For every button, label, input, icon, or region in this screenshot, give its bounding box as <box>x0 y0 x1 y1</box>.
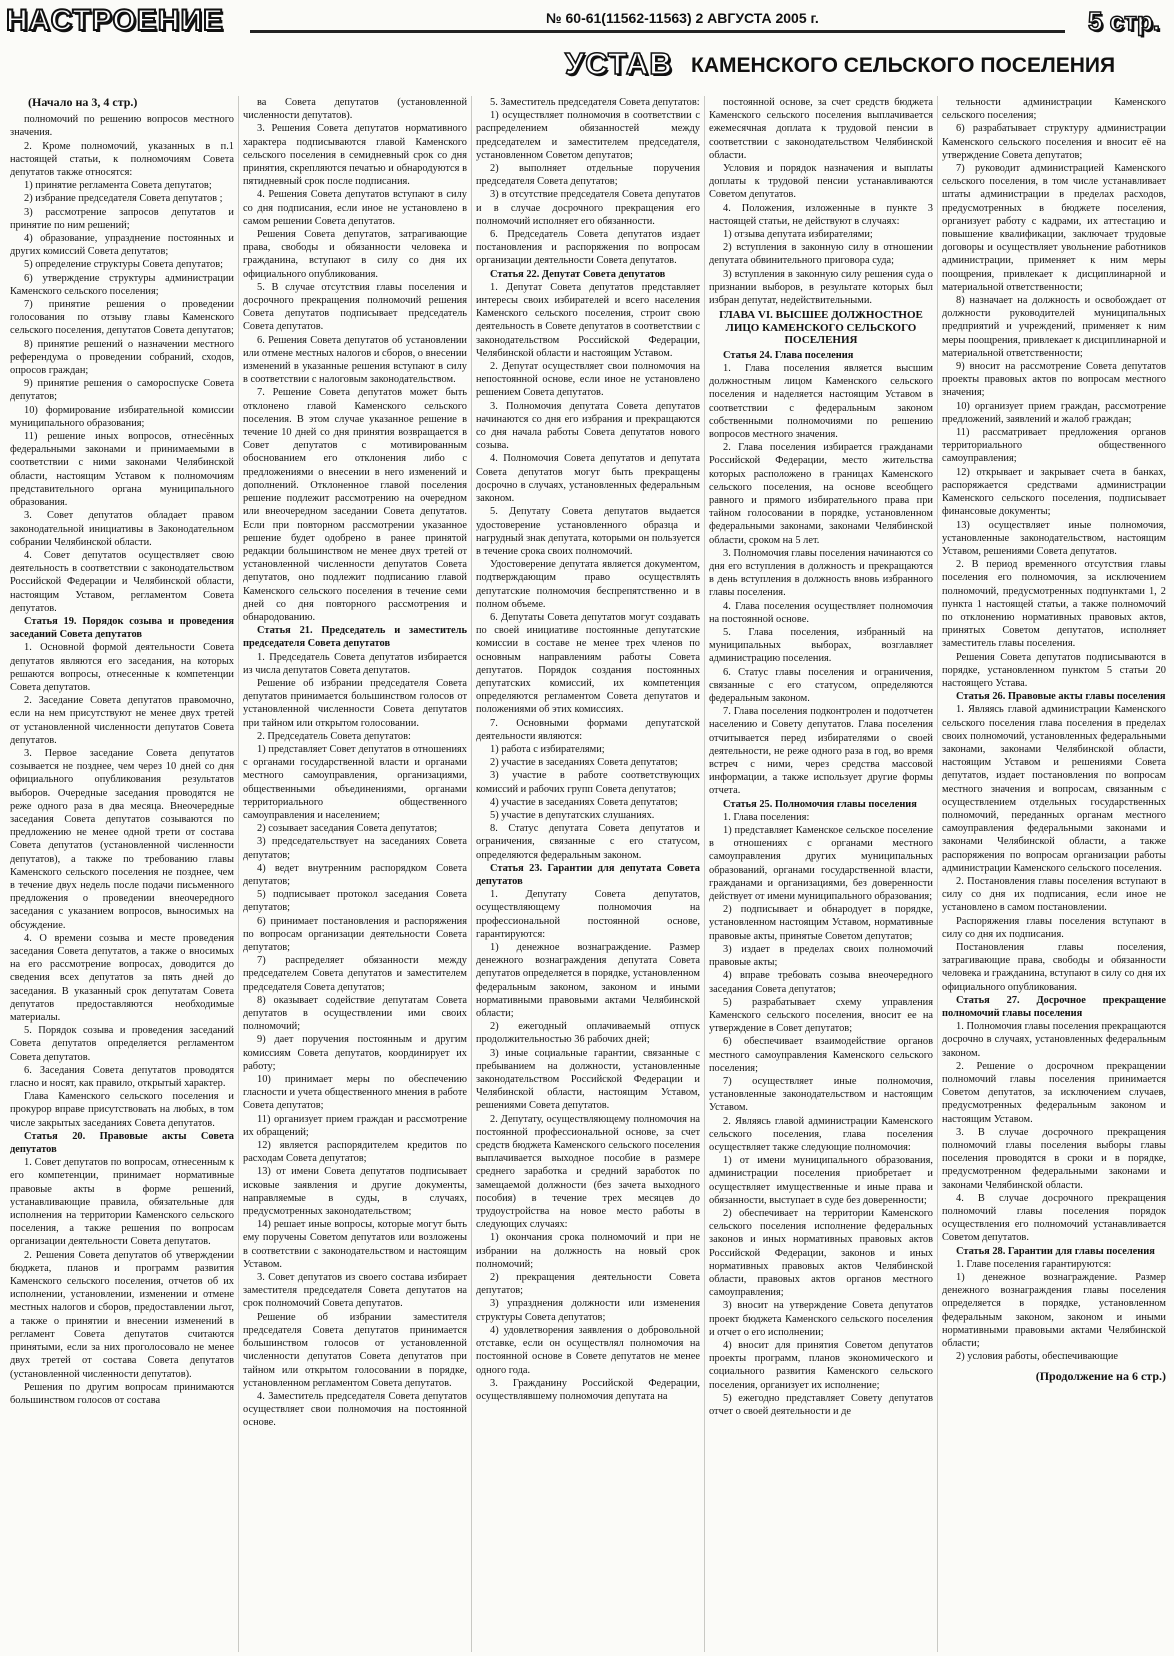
paragraph: 4. Заместитель председателя Совета депутатов осуществляет свои полномочия на постоянной основе. <box>243 1390 467 1429</box>
paragraph: 6. Председатель Совета депутатов издает постановления и распоряжения по вопросам организации деятельности Совета депутатов. <box>476 229 700 267</box>
paragraph: 7) руководит администрацией Каменского сельского поселения, в том числе устанавливает штаты администрации в пределах расходов, предусмотренных в бюджете поселения, организует работу с кадрами, их аттестацию и повышение квалификации, заключает трудовые договоры и осуществляет увольнение работников администрации, применяет к ним меры поощрения, привлекает к дисциплинарной и материальной ответственности; <box>942 163 1166 293</box>
col5-article27 <box>942 1020 1166 1244</box>
paragraph: постоянной основе, за счет средств бюджета Каменского сельского поселения выплачивается ежемесячная доплата к трудовой пенсии в соответствии с законодательством Челябинской области. <box>709 97 933 161</box>
paragraph: 6) принимает постановления и распоряжения по вопросам организации деятельности Совета депутатов; <box>243 915 467 953</box>
article-19-heading: Статья 19. Порядок созыва и проведения заседаний Совета депутатов <box>10 615 234 641</box>
paragraph: 2) созывает заседания Совета депутатов; <box>257 823 438 835</box>
paragraph: 4) ведет внутренним распорядком Совета депутатов; <box>243 862 467 887</box>
paragraph: 3. В случае досрочного прекращения полномочий главы поселения выборы главы поселения проводятся в сроки и в порядке, предусмотренном федеральными законами и законами Челябинской области. <box>942 1126 1166 1191</box>
paragraph: 3) участие в работе соответствующих комиссий и рабочих групп Совета депутатов; <box>476 770 700 795</box>
page-number: 5 стр. <box>1088 6 1160 36</box>
paragraph: 1) окончания срока полномочий и при не избрании на должность на новый срок полномочий; <box>476 1232 700 1270</box>
paragraph: 4. Глава поселения осуществляет полномочия на постоянной основе. <box>709 600 933 625</box>
paragraph: 7) осуществляет иные полномочия, установленные законодательством и настоящим Уставом. <box>709 1075 933 1114</box>
paragraph: Решение об избрании заместителя председателя Совета депутатов принимается большинством голосов от установленной численности депутатов Совета депутатов при тайном или открытом голосовании в порядке, установленном регламентом Совета депутатов. <box>243 1311 467 1389</box>
headline-word: УСТАВ <box>565 46 673 81</box>
paragraph: 3. Гражданину Российской Федерации, осуществлявшему полномочия депутата на <box>476 1377 700 1402</box>
article-21-heading: Статья 21. Председатель и заместитель председателя Совета депутатов <box>243 625 467 650</box>
paragraph: 4. Полномочия Совета депутатов и депутата Совета депутатов могут быть прекращены досрочно в случаях, установленных федеральным законом. <box>476 453 700 505</box>
paragraph: 6. Статус главы поселения и ограничения, связанные с его статусом, определяются федеральным законом. <box>709 666 933 705</box>
column-3 <box>476 96 700 1652</box>
paragraph: 6) разрабатывает структуру администрации Каменского сельского поселения и вносит её на утверждение Совета депутатов; <box>942 123 1166 161</box>
paragraph: 4) удовлетворения заявления о добровольной отставке, если он осуществлял полномочия на постоянной основе в Совете депутатов не менее одного года. <box>476 1324 700 1376</box>
paragraph: 10) формирование избирательной комиссии муниципального образования; <box>10 404 234 429</box>
paragraph: 5. Депутату Совета депутатов выдается удостоверение установленного образца и нагрудный знак депутата, которыми он пользуется в течение срока своих полномочий. <box>476 506 700 557</box>
column-4 <box>709 96 933 1652</box>
column-divider <box>937 96 938 1652</box>
paragraph: 13) от имени Совета депутатов подписывает исковые заявления и другие документы, направляемые в суды, в случаях, предусмотренных законодательством; <box>243 1166 467 1218</box>
article-26-heading: Статья 26. Правовые акты главы поселения <box>956 691 1166 703</box>
paragraph: 6. Решения Совета депутатов об установлении или отмене местных налогов и сборов, о внесении изменений в указанные решения вступают в силу в соответствии с налоговым законодательством. <box>243 334 467 386</box>
paragraph: 2. Являясь главой администрации Каменского сельского поселения, глава поселения осуществляет также следующие полномочия: <box>709 1115 933 1153</box>
paragraph: 3) председательствует на заседаниях Совета депутатов; <box>243 836 467 861</box>
paragraph: 1. Основной формой деятельности Совета депутатов являются его заседания, на которых решаются вопросы, отнесенные к компетенции Совета депутатов. <box>10 642 234 693</box>
paragraph: 1) денежное вознаграждение. Размер денежного вознаграждения главы поселения определяется в порядке, установленном федеральным законом, законом и иными нормативными правовыми актами Челябинской области; <box>942 1272 1166 1350</box>
paragraph: 4. О времени созыва и месте проведения заседания Совета депутатов, а также о вносимых на его рассмотрение вопросах, доводится до сведения всех депутатов за пять дней до заседания. В указанный срок депутатам Совета депутатов предоставляются необходимые материалы. <box>10 932 234 1024</box>
paragraph: 4) участие в заседаниях Совета депутатов; <box>490 796 678 808</box>
paragraph: полномочий по решению вопросов местного значения. <box>10 114 234 139</box>
paragraph: 5) участие в депутатских слушаниях. <box>490 809 655 821</box>
paragraph: 2) участие в заседаниях Совета депутатов; <box>490 757 678 769</box>
paragraph: 6. Депутаты Совета депутатов могут создавать по своей инициативе постоянные депутатские комиссии в составе не менее трех членов по основным направлениям работы Совета депутатов. Порядок создания постоянных депутатских комиссий, их компетенция определяются регламентом Совета депутатов и положениями об этих комиссиях. <box>476 611 700 716</box>
paragraph: 3. Совет депутатов из своего состава избирает заместителя председателя Совета депутатов на срок полномочий Совета депутатов. <box>243 1272 467 1310</box>
column-2 <box>243 96 467 1652</box>
paragraph: 1) денежное вознаграждение. Размер денежного вознаграждения депутата Совета депутатов определяется в порядке, установленном федеральным законом, законом и иными нормативными правовыми актами Челябинской области; <box>476 942 700 1020</box>
paragraph: 1. Глава поселения является высшим должностным лицом Каменского сельского поселения и наделяется настоящим Уставом в соответствии с федеральным законом собственными полномочиями по решению вопросов местного значения. <box>709 362 933 440</box>
paragraph: Постановления главы поселения, затрагивающие права, свободы и обязанности человека и гражданина, вступают в силу со дня их официального опубликования. <box>942 942 1166 993</box>
column-divider <box>704 96 705 1652</box>
continued-on: (Продолжение на 6 стр.) <box>1035 1368 1166 1383</box>
column-1 <box>10 96 234 1652</box>
chapter-6-heading: ГЛАВА VI. ВЫСШЕЕ ДОЛЖНОСТНОЕ ЛИЦО КАМЕНСКОГО СЕЛЬСКОГО ПОСЕЛЕНИЯ <box>719 309 923 347</box>
paragraph: 4. В случае досрочного прекращения полномочий главы поселения порядок осуществления его полномочий устанавливается Советом депутатов. <box>942 1192 1166 1244</box>
paragraph: 10) организует прием граждан, рассмотрение предложений, заявлений и жалоб граждан; <box>942 400 1166 425</box>
paragraph: 2) подписывает и обнародует в порядке, установленном настоящим Уставом, нормативные правовые акты, принятые Советом депутатов; <box>709 904 933 942</box>
paragraph: 12) является распорядителем кредитов по расходам Совета депутатов; <box>243 1140 467 1165</box>
paragraph: ва Совета депутатов (установленной численности депутатов). <box>243 97 467 122</box>
paragraph: 7. Основными формами депутатской деятельности являются: <box>476 717 700 742</box>
paragraph: 1) от имени муниципального образования, администрации поселения приобретает и осуществляет имущественные и иные права и обязанности, выступает в суде без доверенности; <box>709 1155 933 1206</box>
article-22-heading: Статья 22. Депутат Совета депутатов <box>490 268 666 280</box>
paragraph: 2) условия работы, обеспечивающие <box>956 1351 1118 1363</box>
col5-paragraphs <box>942 96 1166 690</box>
paragraph: 1) отзыва депутата избирателями; <box>723 229 873 241</box>
paragraph: 9) дает поручения постоянным и другим комиссиям Совета депутатов, координирует их работу; <box>243 1034 467 1072</box>
masthead <box>0 0 1174 50</box>
paragraph: 2) вступления в законную силу в отношении депутата обвинительного приговора суда; <box>709 242 933 267</box>
paragraph: 1) представляет Совет депутатов в отношениях с органами государственной власти и органами местного самоуправления, организациями, общественными объединениями, органами территориального общественного самоуправления и населением; <box>243 743 467 821</box>
col3-article23 <box>476 888 700 1403</box>
paragraph: 2. Решения Совета депутатов об утверждении бюджета, планов и программ развития Каменского сельского поселения, отчетов об их исполнении, установлении, изменении и отмене местных налогов и сборов, предоставлении льгот, а также о принятии и внесении изменений в регламент Совета депутатов считаются принятыми, если за них проголосовало не менее двух третей от состава Совета депутатов (установленной численности депутатов). <box>10 1249 234 1380</box>
col1-article20 <box>10 1156 234 1407</box>
col3-paragraphs <box>476 96 700 268</box>
paragraph: 5. Порядок созыва и проведения заседаний Совета депутатов определяется регламентом Совета депутатов. <box>10 1025 234 1063</box>
article-20-heading: Статья 20. Правовые акты Совета депутатов <box>10 1130 234 1156</box>
paragraph: тельности администрации Каменского сельского поселения; <box>942 97 1166 122</box>
paragraph: 1. Главе поселения гарантируются: <box>956 1258 1112 1270</box>
col5-article28 <box>942 1258 1166 1364</box>
paragraph: 4) вносит для принятия Советом депутатов проекты программ, планов экономического и социального развития Каменского сельского поселения, организует их исполнение; <box>709 1339 933 1391</box>
paragraph: Удостоверение депутата является документом, подтверждающим право осуществлять депутатские полномочия беспрепятственно и в полном объеме. <box>476 559 700 610</box>
paragraph: 1. Председатель Совета депутатов избирается из числа депутатов Совета депутатов. <box>243 651 467 676</box>
column-divider <box>238 96 239 1652</box>
paragraph: 3) вносит на утверждение Совета депутатов проект бюджета Каменского сельского поселения и отчет о его исполнении; <box>709 1300 933 1338</box>
paragraph: 9) вносит на рассмотрение Совета депутатов проекты правовых актов по вопросам местного значения; <box>942 361 1166 399</box>
paragraph: 2) прекращения деятельности Совета депутатов; <box>476 1272 700 1297</box>
paragraph: 2. Глава поселения избирается гражданами Российской Федерации, место жительства которых расположено в границах Каменского сельского поселения, на основе всеобщего равного и прямого избирательного права при тайном голосовании в порядке, установленном федеральными законами, законами Челябинской области, сроком на 5 лет. <box>709 442 933 546</box>
paragraph: Решение об избрании председателя Совета депутатов принимается большинством голосов от установленной численности Совета депутатов при тайном или открытом голосовании. <box>243 677 467 729</box>
paragraph: 5) подписывает протокол заседания Совета депутатов; <box>243 889 467 914</box>
paragraph: 2) избрание председателя Совета депутатов ; <box>24 193 223 205</box>
paragraph: 5. В случае отсутствия главы поселения и досрочного прекращения полномочий решения Совета депутатов подписывает председатель Совета депутатов. <box>243 281 467 333</box>
paragraph: 1) принятие регламента Совета депутатов; <box>24 180 212 192</box>
paragraph: 2. Депутату, осуществляющему полномочия на постоянной профессиональной основе, за счет средств бюджета Каменского сельского поселения выплачивается выходное пособие в размере среднего заработка и средний заработок по замещаемой должности (без зачета выходного пособия) в течение трех месяцев до трудоустройства на новое место работы в следующих случаях: <box>476 1113 700 1231</box>
paragraph: Решения Совета депутатов, затрагивающие права, свободы и обязанности человека и гражданина, вступают в силу со дня их официального опубликования. <box>243 229 467 280</box>
paragraph: 7. Решение Совета депутатов может быть отклонено главой Каменского сельского поселения. В этом случае указанное решение в течение 10 дней со дня принятия возвращается в Совет депутатов с мотивированным обоснованием его отклонения либо с предложениями о внесении в него изменений и дополнений. Отклоненное главой поселения решение подлежит рассмотрению на очередном или внеочередном заседании Совета депутатов. Если при повторном рассмотрении указанное решение будет одобрено в ранее принятой редакции большинством не менее двух третей от установленной численности депутатов Совета депутатов, оно подлежит подписанию главой Каменского сельского поселения в течение семи дней со дня повторного рассмотрения и обнародованию. <box>243 387 467 623</box>
col1-paragraphs <box>10 113 234 615</box>
paragraph: 4. Совет депутатов осуществляет свою деятельность в соответствии с законодательством Российской Федерации и Челябинской области, настоящим Уставом, регламентом Совета депутатов. <box>10 549 234 614</box>
paragraph: 1) представляет Каменское сельское поселение в отношениях с органами местного самоуправления других муниципальных образований, органами государственной власти, гражданами и организациями, без доверенности действует от имени муниципального образования; <box>709 825 933 903</box>
article-columns <box>10 96 1166 1652</box>
paragraph: 1. Полномочия главы поселения прекращаются досрочно в случаях, установленных федеральным законом. <box>942 1021 1166 1059</box>
paragraph: 10) принимает меры по обеспечению гласности и учета общественного мнения в работе Совета депутатов; <box>243 1074 467 1112</box>
paragraph: Условия и порядок назначения и выплаты доплаты к трудовой пенсии устанавливаются Советом депутатов. <box>709 163 933 201</box>
paragraph: 11) рассматривает предложения органов территориального общественного самоуправления; <box>942 427 1166 465</box>
paragraph: 12) открывает и закрывает счета в банках, распоряжается средствами администрации Каменского сельского поселения, подписывает финансовые документы; <box>942 466 1166 518</box>
paragraph: 3. Совет депутатов обладает правом законодательной инициативы в Законодательном собрании Челябинской области. <box>10 510 234 548</box>
paragraph: 3. Решения Совета депутатов нормативного характера подписываются главой Каменского сельского поселения в семидневный срок со дня принятия, скрепляются печатью и обнародуются в пятидневный срок после подписания. <box>243 123 467 188</box>
col5-article26 <box>942 703 1166 993</box>
paragraph: 2. Решение о досрочном прекращении полномочий главы поселения принимается Советом депутатов, за исключением случаев, предусмотренных федеральным законом и настоящим Уставом. <box>942 1060 1166 1125</box>
paragraph: 2. Кроме полномочий, указанных в п.1 настоящей статьи, к полномочиям Совета депутатов также относятся: <box>10 140 234 179</box>
paragraph: 3) упразднения должности или изменения структуры Совета депутатов; <box>476 1298 700 1323</box>
paragraph: 1) работа с избирателями; <box>490 743 605 755</box>
col2-article21 <box>243 651 467 1430</box>
paragraph: 1. Глава поселения: <box>723 811 810 823</box>
paragraph: 9) принятие решения о самороспуске Совета депутатов; <box>10 378 234 403</box>
paragraph: 3) в отсутствие председателя Совета депутатов и в случае досрочного прекращения его полномочий исполняет его обязанности. <box>476 189 700 227</box>
paragraph: 4) образование, упразднение постоянных и других комиссий Совета депутатов; <box>10 233 234 258</box>
masthead-rule <box>250 30 1065 33</box>
column-divider <box>471 96 472 1652</box>
paragraph: 6. Заседания Совета депутатов проводятся гласно и носят, как правило, открытый характер. <box>10 1064 234 1090</box>
issue-info: № 60-61(11562-11563) 2 АВГУСТА 2005 г. <box>546 10 819 26</box>
paragraph: 2) ежегодный оплачиваемый отпуск продолжительностью 36 рабочих дней; <box>476 1021 700 1046</box>
paragraph: 1. Совет депутатов по вопросам, отнесенным к его компетенции, принимает нормативные правовые акты в форме решений, устанавливающие правила, обязательные для исполнения на территории Каменского сельского поселения, а также решения по вопросам организации деятельности Совета депутатов. <box>10 1157 234 1248</box>
paragraph: 8. Статус депутата Совета депутатов и ограничения, связанные с его статусом, определяются федеральным законом. <box>476 823 700 861</box>
paragraph: 2. Постановления главы поселения вступают в силу со дня их подписания, если иное не установлено в самом постановлении. <box>942 875 1166 914</box>
paragraph: 14) решает иные вопросы, которые могут быть ему поручены Советом депутатов или возложены в соответствии с законодательством и настоящим Уставом. <box>243 1219 467 1270</box>
paragraph: 7) распределяет обязанности между председателем Совета депутатов и заместителем председателя Совета депутатов; <box>243 955 467 993</box>
paragraph: 8) назначает на должность и освобождает от должности руководителей муниципальных предприятий и учреждений, применяет к ним меры поощрения, привлекает к дисциплинарной и материальной ответственности; <box>942 295 1166 359</box>
paragraph: 2) выполняет отдельные поручения председателя Совета депутатов; <box>476 163 700 188</box>
newspaper-title: НАСТРОЕНИЕ <box>6 4 225 37</box>
paragraph: 3) вступления в законную силу решения суда о признании выборов, в результате которых был избран депутат, недействительными. <box>709 268 933 307</box>
paragraph: 2) обеспечивает на территории Каменского сельского поселения исполнение федеральных законов и иных нормативных правовых актов Российской Федерации, законов и иных нормативных правовых актов Челябинской области, правовых актов органов местного самоуправления; <box>709 1207 933 1299</box>
paragraph: Глава Каменского сельского поселения и прокурор вправе присутствовать на любых, в том числе закрытых заседаниях Совета депутатов. <box>10 1091 234 1129</box>
paragraph: 4) вправе требовать созыва внеочередного заседания Совета депутатов; <box>709 970 933 995</box>
col1-article19 <box>10 641 234 1130</box>
col2-paragraphs <box>243 96 467 624</box>
article-23-heading: Статья 23. Гарантии для депутата Совета депутатов <box>476 862 700 887</box>
paragraph: 3) иные социальные гарантии, связанные с пребыванием на должности, установленные законодательством Российской Федерации и Челябинской области, настоящим Уставом, решениями Совета депутатов. <box>476 1047 700 1112</box>
headline-rest: КАМЕНСКОГО СЕЛЬСКОГО ПОСЕЛЕНИЯ <box>691 54 1116 77</box>
paragraph: 2. В период временного отсутствия главы поселения его полномочия, за исключением полномочий, предусмотренных подпунктами 1, 2 пункта 1 настоящей статьи, а также полномочий по отклонению нормативных правовых актов, принятых Советом депутатов, исполняет заместитель главы поселения. <box>942 559 1166 650</box>
col4-article24 <box>709 362 933 798</box>
headline <box>565 46 1165 90</box>
paragraph: 1. Являясь главой администрации Каменского сельского поселения глава поселения в пределах своих полномочий, установленных федеральными законами, законами Челябинской области, настоящим Уставом и решениями Совета депутатов, издает постановления по вопросам местного значения и вопросам, связанным с осуществлением отдельных государственных полномочий, переданных органам местного самоуправления федеральными законами и законами Челябинской области, а также распоряжения по вопросам организации работы администрации Каменского сельского поселения. <box>942 704 1166 874</box>
column-5 <box>942 96 1166 1652</box>
paragraph: 11) решение иных вопросов, отнесённых федеральными законами и принимаемыми в соответствии с ними законами Челябинской области, настоящим Уставом к полномочиям представительного органа муниципального образования. <box>10 431 234 509</box>
paragraph: 5. Заместитель председателя Совета депутатов: <box>490 97 700 108</box>
article-27-heading: Статья 27. Досрочное прекращение полномочий главы поселения <box>942 994 1166 1020</box>
continued-from: (Начало на 3, 4 стр.) <box>28 96 138 109</box>
paragraph: 5) разрабатывает схему управления Каменского сельского поселения, вносит ее на утверждение в Совет депутатов; <box>709 996 933 1035</box>
paragraph: 7. Глава поселения подконтролен и подотчетен населению и Совету депутатов. Глава поселения отчитывается перед избирателями о своей деятельности, не реже одного раза в год, во время встреч с ними, через средства массовой информации, а также использует другие формы отчета. <box>709 706 933 797</box>
article-25-heading: Статья 25. Полномочия главы поселения <box>723 798 917 810</box>
paragraph: 3. Полномочия депутата Совета депутатов начинаются со дня его избрания и прекращаются со дня начала работы Совета депутатов нового созыва. <box>476 400 700 452</box>
paragraph: 13) осуществляет иные полномочия, установленные законодательством, настоящим Уставом, решениями Совета депутатов. <box>942 519 1166 557</box>
paragraph: 3. Полномочия главы поселения начинаются со дня его вступления в должность и прекращаются в день вступления в должность вновь избранного главы поселения. <box>709 547 933 599</box>
paragraph: 8) принятие решений о назначении местного референдума о проведении собраний, сходов, опросов граждан; <box>10 338 234 377</box>
paragraph: 2. Депутат осуществляет свои полномочия на непостоянной основе, если иное не установлено решением Совета депутатов. <box>476 361 700 399</box>
paragraph: 1. Депутат Совета депутатов представляет интересы своих избирателей и всего населения Каменского сельского поселения, строит свою деятельность в Совете депутатов в соответствии с законодательством Российской Федерации, Челябинской области и настоящим Уставом. <box>476 281 700 359</box>
paragraph: Решения Совета депутатов подписываются в порядке, установленном пунктом 5 статьи 20 настоящего Устава. <box>942 651 1166 689</box>
article-28-heading: Статья 28. Гарантии для главы поселения <box>956 1245 1155 1257</box>
col4-paragraphs <box>709 96 933 307</box>
col4-article25 <box>709 811 933 1418</box>
paragraph: 5) ежегодно представляет Совету депутатов отчет о своей деятельности и де <box>709 1392 933 1417</box>
paragraph: 4. Положения, изложенные в пункте 3 настоящей статьи, не действуют в случаях: <box>709 202 933 227</box>
paragraph: Решения по другим вопросам принимаются большинством голосов от состава <box>10 1381 234 1406</box>
paragraph: 3. Первое заседание Совета депутатов созывается не позднее, чем через 10 дней со дня официального опубликования результатов выборов. Очередные заседания проводятся не реже одного раза в два месяца. Внеочередные заседания Совета депутатов созываются по предложению не менее одной трети от состава Совета депутатов (установленной численности депутатов), а также по требованию главы Каменского сельского поселения не позднее, чем в течение двух недель после подачи письменного предложения о проведении внеочередного заседания с указанием вопросов, выносимых на обсуждение. <box>10 747 234 931</box>
article-24-heading: Статья 24. Глава поселения <box>723 349 854 361</box>
col3-article22 <box>476 281 700 862</box>
paragraph: 7) принятие решения о проведении голосования по отзыву главы Каменского сельского поселения, депутатов Совета депутатов; <box>10 299 234 337</box>
paragraph: 3) издает в пределах своих полномочий правовые акты; <box>709 943 933 969</box>
paragraph: 6) обеспечивает взаимодействие органов местного самоуправления Каменского сельского поселения; <box>709 1036 933 1074</box>
paragraph: Распоряжения главы поселения вступают в силу со дня их подписания. <box>942 915 1166 940</box>
paragraph: 2. Председатель Совета депутатов: <box>257 730 411 742</box>
paragraph: 5) определение структуры Совета депутатов; <box>24 259 224 271</box>
paragraph: 11) организует прием граждан и рассмотрение их обращений; <box>243 1113 467 1138</box>
paragraph: 8) оказывает содействие депутатам Совета депутатов в осуществлении ими своих полномочий; <box>243 994 467 1033</box>
paragraph: 4. Решения Совета депутатов вступают в силу со дня подписания, если иное не установлено в самом решении Совета депутатов. <box>243 189 467 227</box>
paragraph: 6) утверждение структуры администрации Каменского сельского поселения; <box>10 272 234 297</box>
paragraph: 5. Глава поселения, избранный на муниципальных выборах, возглавляет администрацию поселения. <box>709 627 933 665</box>
paragraph: 1. Депутату Совета депутатов, осуществляющему полномочия на профессиональной постоянной основе, гарантируются: <box>476 889 700 940</box>
paragraph: 1) осуществляет полномочия в соответствии с распределением обязанностей между председателем и заместителем председателя, установленном Советом депутатов; <box>476 110 700 161</box>
paragraph: 2. Заседание Совета депутатов правомочно, если на нем присутствуют не менее двух третей от установленной численности депутатов Совета депутатов. <box>10 695 234 746</box>
paragraph: 3) рассмотрение запросов депутатов и принятие по ним решений; <box>10 206 234 231</box>
